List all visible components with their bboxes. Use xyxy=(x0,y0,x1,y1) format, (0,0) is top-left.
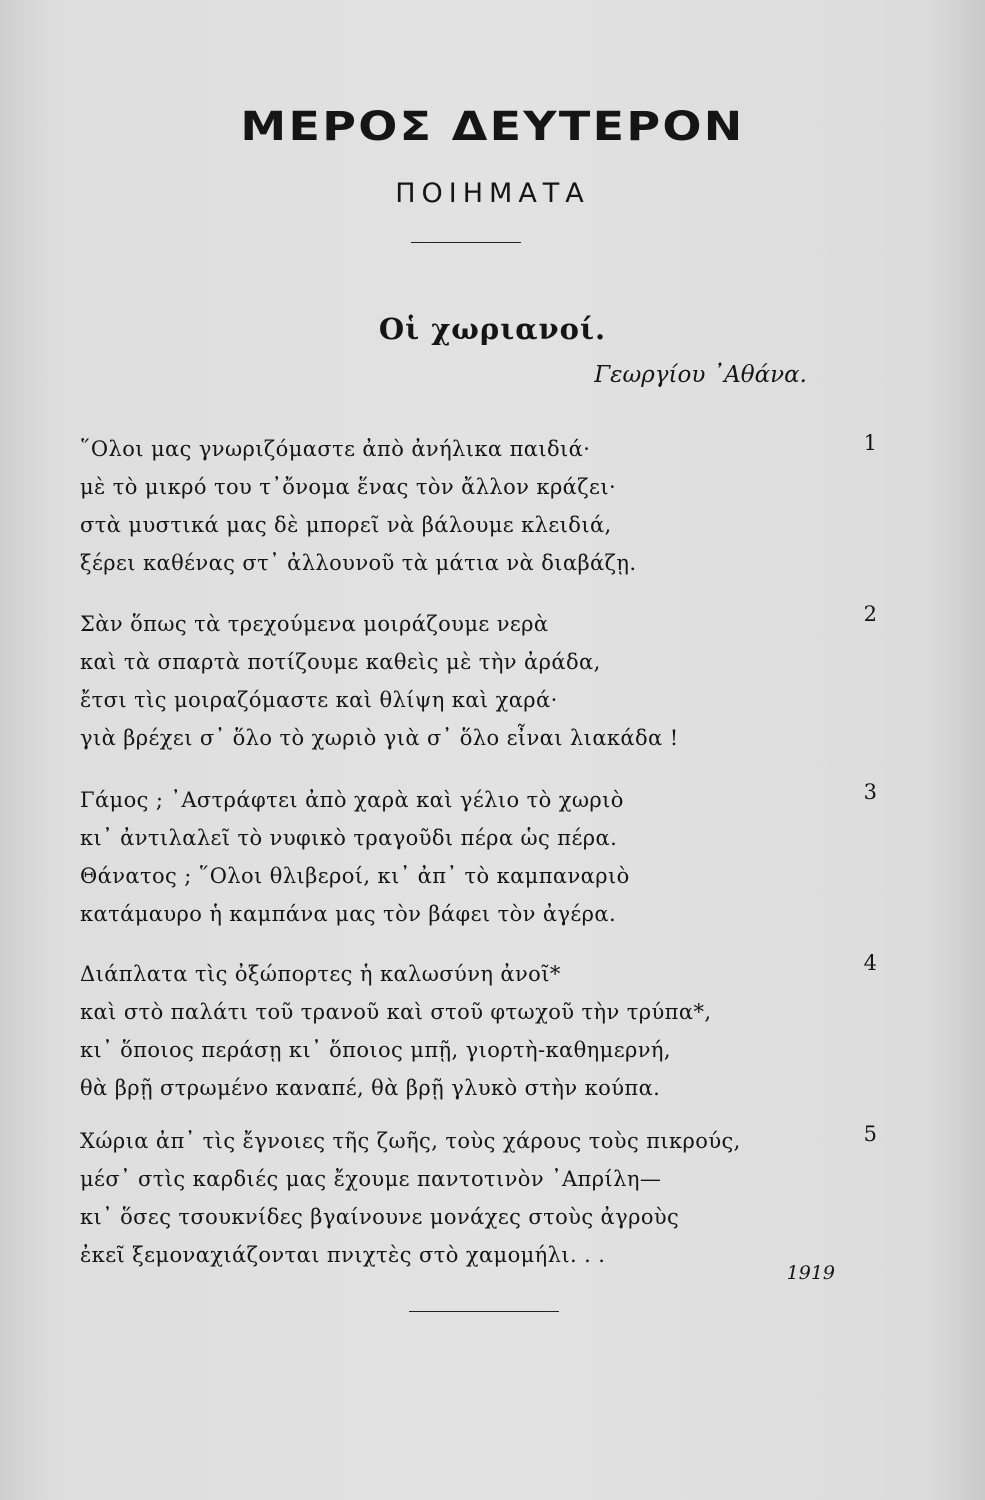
stanza xyxy=(80,955,860,1107)
poem-line: κατάμαυρο ἡ καμπάνα μας τὸν βάφει τὸν ἀγέρα. xyxy=(80,902,617,926)
divider-bottom xyxy=(409,1311,559,1312)
poem-line: καὶ στὸ παλάτι τοῦ τρανοῦ καὶ στοῦ φτωχοῦ τὴν τρύπα*, xyxy=(80,1000,712,1024)
poem-line: καὶ τὰ σπαρτὰ ποτίζουμε καθεὶς μὲ τὴν ἀράδα, xyxy=(80,650,601,674)
poem-line: γιὰ βρέχει σ᾿ ὅλο τὸ χωριὸ γιὰ σ᾿ ὅλο εἶναι λιακάδα ! xyxy=(80,726,679,750)
poem-line: κι᾿ ὅποιος περάσῃ κι᾿ ὅποιος μπῇ, γιορτὴ-καθημερνή, xyxy=(80,1038,671,1062)
poem-author: Γεωργίου ᾿Αθάνα. xyxy=(594,362,807,388)
poem-line: Διάπλατα τὶς ὀξώπορτες ἡ καλωσύνη ἀνοῖ* xyxy=(80,962,561,986)
poem-line: ῞Ολοι μας γνωριζόμαστε ἀπὸ ἀνήλικα παιδιά· xyxy=(80,437,591,461)
poem-line: κι᾿ ἀντιλαλεῖ τὸ νυφικὸ τραγοῦδι πέρα ὡς πέρα. xyxy=(80,826,618,850)
poem-year: 1919 xyxy=(786,1262,835,1284)
part-title: ΜΕΡΟΣ ΔΕΥΤΕΡΟΝ xyxy=(240,104,745,150)
stanza xyxy=(80,781,860,933)
poem-line: κι᾿ ὅσες τσουκνίδες βγαίνουνε μονάχες στοὺς ἀγροὺς xyxy=(80,1205,680,1229)
stanza-number: 5 xyxy=(863,1122,877,1146)
stanza-number: 4 xyxy=(863,951,877,975)
poem-line: ἔτσι τὶς μοιραζόμαστε καὶ θλίψη καὶ χαρά· xyxy=(80,688,558,712)
stanza-number: 2 xyxy=(863,602,877,626)
stanza xyxy=(80,605,860,757)
poem-title: Οἱ χωριανοί. xyxy=(378,312,607,346)
poem-line: ἐκεῖ ξεμοναχιάζονται πνιχτὲς στὸ χαμομήλι. . . xyxy=(80,1243,606,1267)
poem-line: Γάμος ; ᾿Αστράφτει ἀπὸ χαρὰ καὶ γέλιο τὸ χωριὸ xyxy=(80,788,624,812)
poem-line: μὲ τὸ μικρό του τ᾿ὄνομα ἕνας τὸν ἄλλον κράζει· xyxy=(80,475,617,499)
poem-line: στὰ μυστικά μας δὲ μπορεῖ νὰ βάλουμε κλειδιά, xyxy=(80,513,612,537)
poem-line: θὰ βρῇ στρωμένο καναπέ, θὰ βρῇ γλυκὸ στὴν κούπα. xyxy=(80,1076,661,1100)
stanza xyxy=(80,430,860,582)
stanza xyxy=(80,1122,860,1274)
section-subtitle: ΠΟΙΗΜΑΤΑ xyxy=(395,178,590,209)
poem-line: μέσ᾿ στὶς καρδιές μας ἔχουμε παντοτινὸν ᾿Απρίλη— xyxy=(80,1167,662,1191)
divider-top xyxy=(411,242,521,243)
poem-line: Σὰν ὅπως τὰ τρεχούμενα μοιράζουμε νερὰ xyxy=(80,612,549,636)
poem-line: Χώρια ἀπ᾿ τὶς ἔγνοιες τῆς ζωῆς, τοὺς χάρους τοὺς πικρούς, xyxy=(80,1129,741,1153)
stanza-number: 1 xyxy=(863,431,877,455)
poem-line: Θάνατος ; ῞Ολοι θλιβεροί, κι᾿ ἀπ᾿ τὸ καμπαναριὸ xyxy=(80,864,630,888)
stanza-number: 3 xyxy=(863,780,877,804)
poem-line: ξέρει καθένας στ᾿ ἀλλουνοῦ τὰ μάτια νὰ διαβάζῃ. xyxy=(80,551,637,575)
